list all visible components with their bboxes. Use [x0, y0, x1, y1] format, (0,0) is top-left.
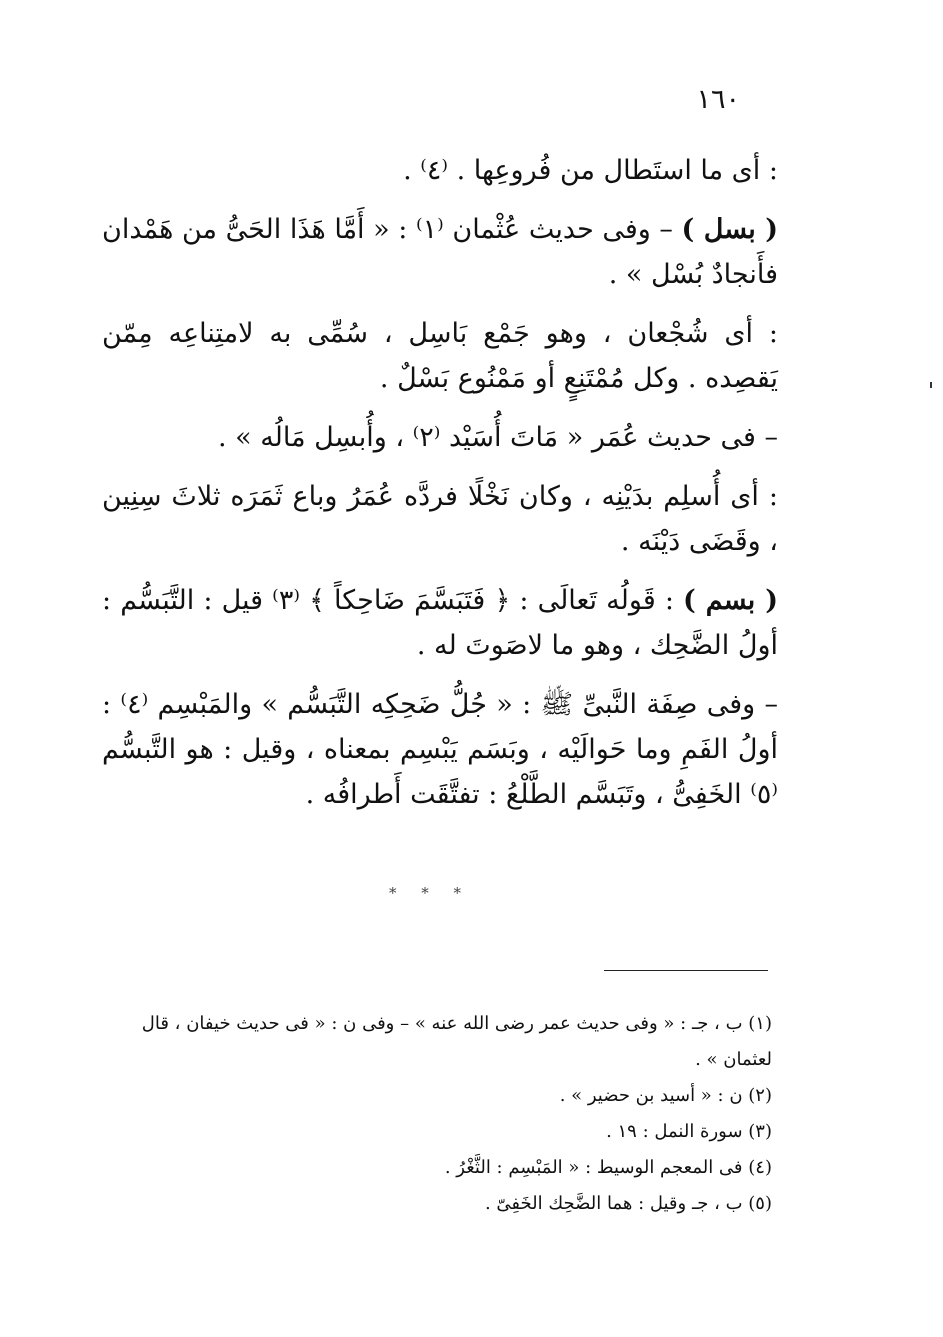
footnote-2: (٢) ن : « أسيد بن حضير » .	[559, 1085, 772, 1106]
paragraph-entry-basal	[102, 207, 778, 297]
footnote-divider	[604, 970, 768, 971]
paragraph-3	[102, 311, 778, 401]
footnote-5: (٥) ب ، جـ وقيل : هما الضَّحِك الخَفِىّ .	[484, 1193, 772, 1214]
paragraph-7	[102, 682, 778, 817]
entry-keyword: ( بسل )	[681, 214, 778, 245]
paragraph-text: : أى أُسلِم بدَيْنِه ، وكان نَخْلًا فردَّه عُمَرُ وباع ثَمَرَه ثلاثَ سِنِين ، وقَضَى دَيْنَه .	[102, 481, 778, 557]
entry-keyword: ( بسم )	[683, 585, 778, 616]
paragraph-5	[102, 474, 778, 564]
main-text	[102, 148, 778, 831]
paragraph-text: : أى شُجْعان ، وهو جَمْع بَاسِل ، سُمِّى به لامتِناعِه مِمّن يَقصِده . وكل مُمْتَنِعٍ أو مَمْنُوع بَسْلٌ .	[102, 318, 778, 394]
page-number: ١٦٠	[696, 84, 740, 115]
footnotes	[100, 1006, 772, 1222]
margin-mark	[930, 382, 932, 388]
paragraph-text: : قَولُه تَعالَى : ﴿ فَتَبَسَّمَ ضَاحِكاً ﴾ ⁽٣⁾ قيل : التَّبَسُّم : أولُ الضَّحِك ، وهو ما لاصَوتَ له .	[102, 585, 778, 661]
footnote-4: (٤) فى المعجم الوسيط : « المَبْسِم : الثَّغْرُ .	[444, 1157, 772, 1178]
paragraph-4	[102, 415, 778, 460]
footnote-3: (٣) سورة النمل : ١٩ .	[606, 1121, 772, 1142]
paragraph-entry-basam	[102, 578, 778, 668]
paragraph-text: : أى ما استَطال من فُروعِها . ⁽٤⁾ .	[403, 155, 778, 186]
paragraph-text: – وفى حديث عُثْمان ⁽١⁾ : « أَمَّا هَذَا الحَىُّ من هَمْدان فأَنجادٌ بُسْل » .	[102, 214, 778, 290]
paragraph-1	[102, 148, 778, 193]
footnote-1: (١) ب ، جـ : « وفى حديث عمر رضى الله عنه » – وفى ن : « فى حديث خيفان ، قال لعثمان » .	[141, 1013, 772, 1070]
paragraph-text: – وفى صِفَة النَّبىِّ ﷺ : « جُلُّ ضَحِكِه التَّبَسُّم » والمَبْسِم ⁽٤⁾ : أولُ الفَمِ وما حَوالَيْه ، وبَسَم يَبْسِم بمعناه ، وقيل : هو التَّبسُّم ⁽٥⁾ الخَفِىُّ ، وتَبَسَّم الطَّلْعُ : تفتَّقَت أَطرافُه .	[102, 689, 778, 810]
section-separator: * * *	[388, 884, 472, 902]
paragraph-text: – فى حديث عُمَر « مَاتَ أُسَيْد ⁽٢⁾ ، وأُبسِل مَالُه » .	[217, 422, 778, 453]
